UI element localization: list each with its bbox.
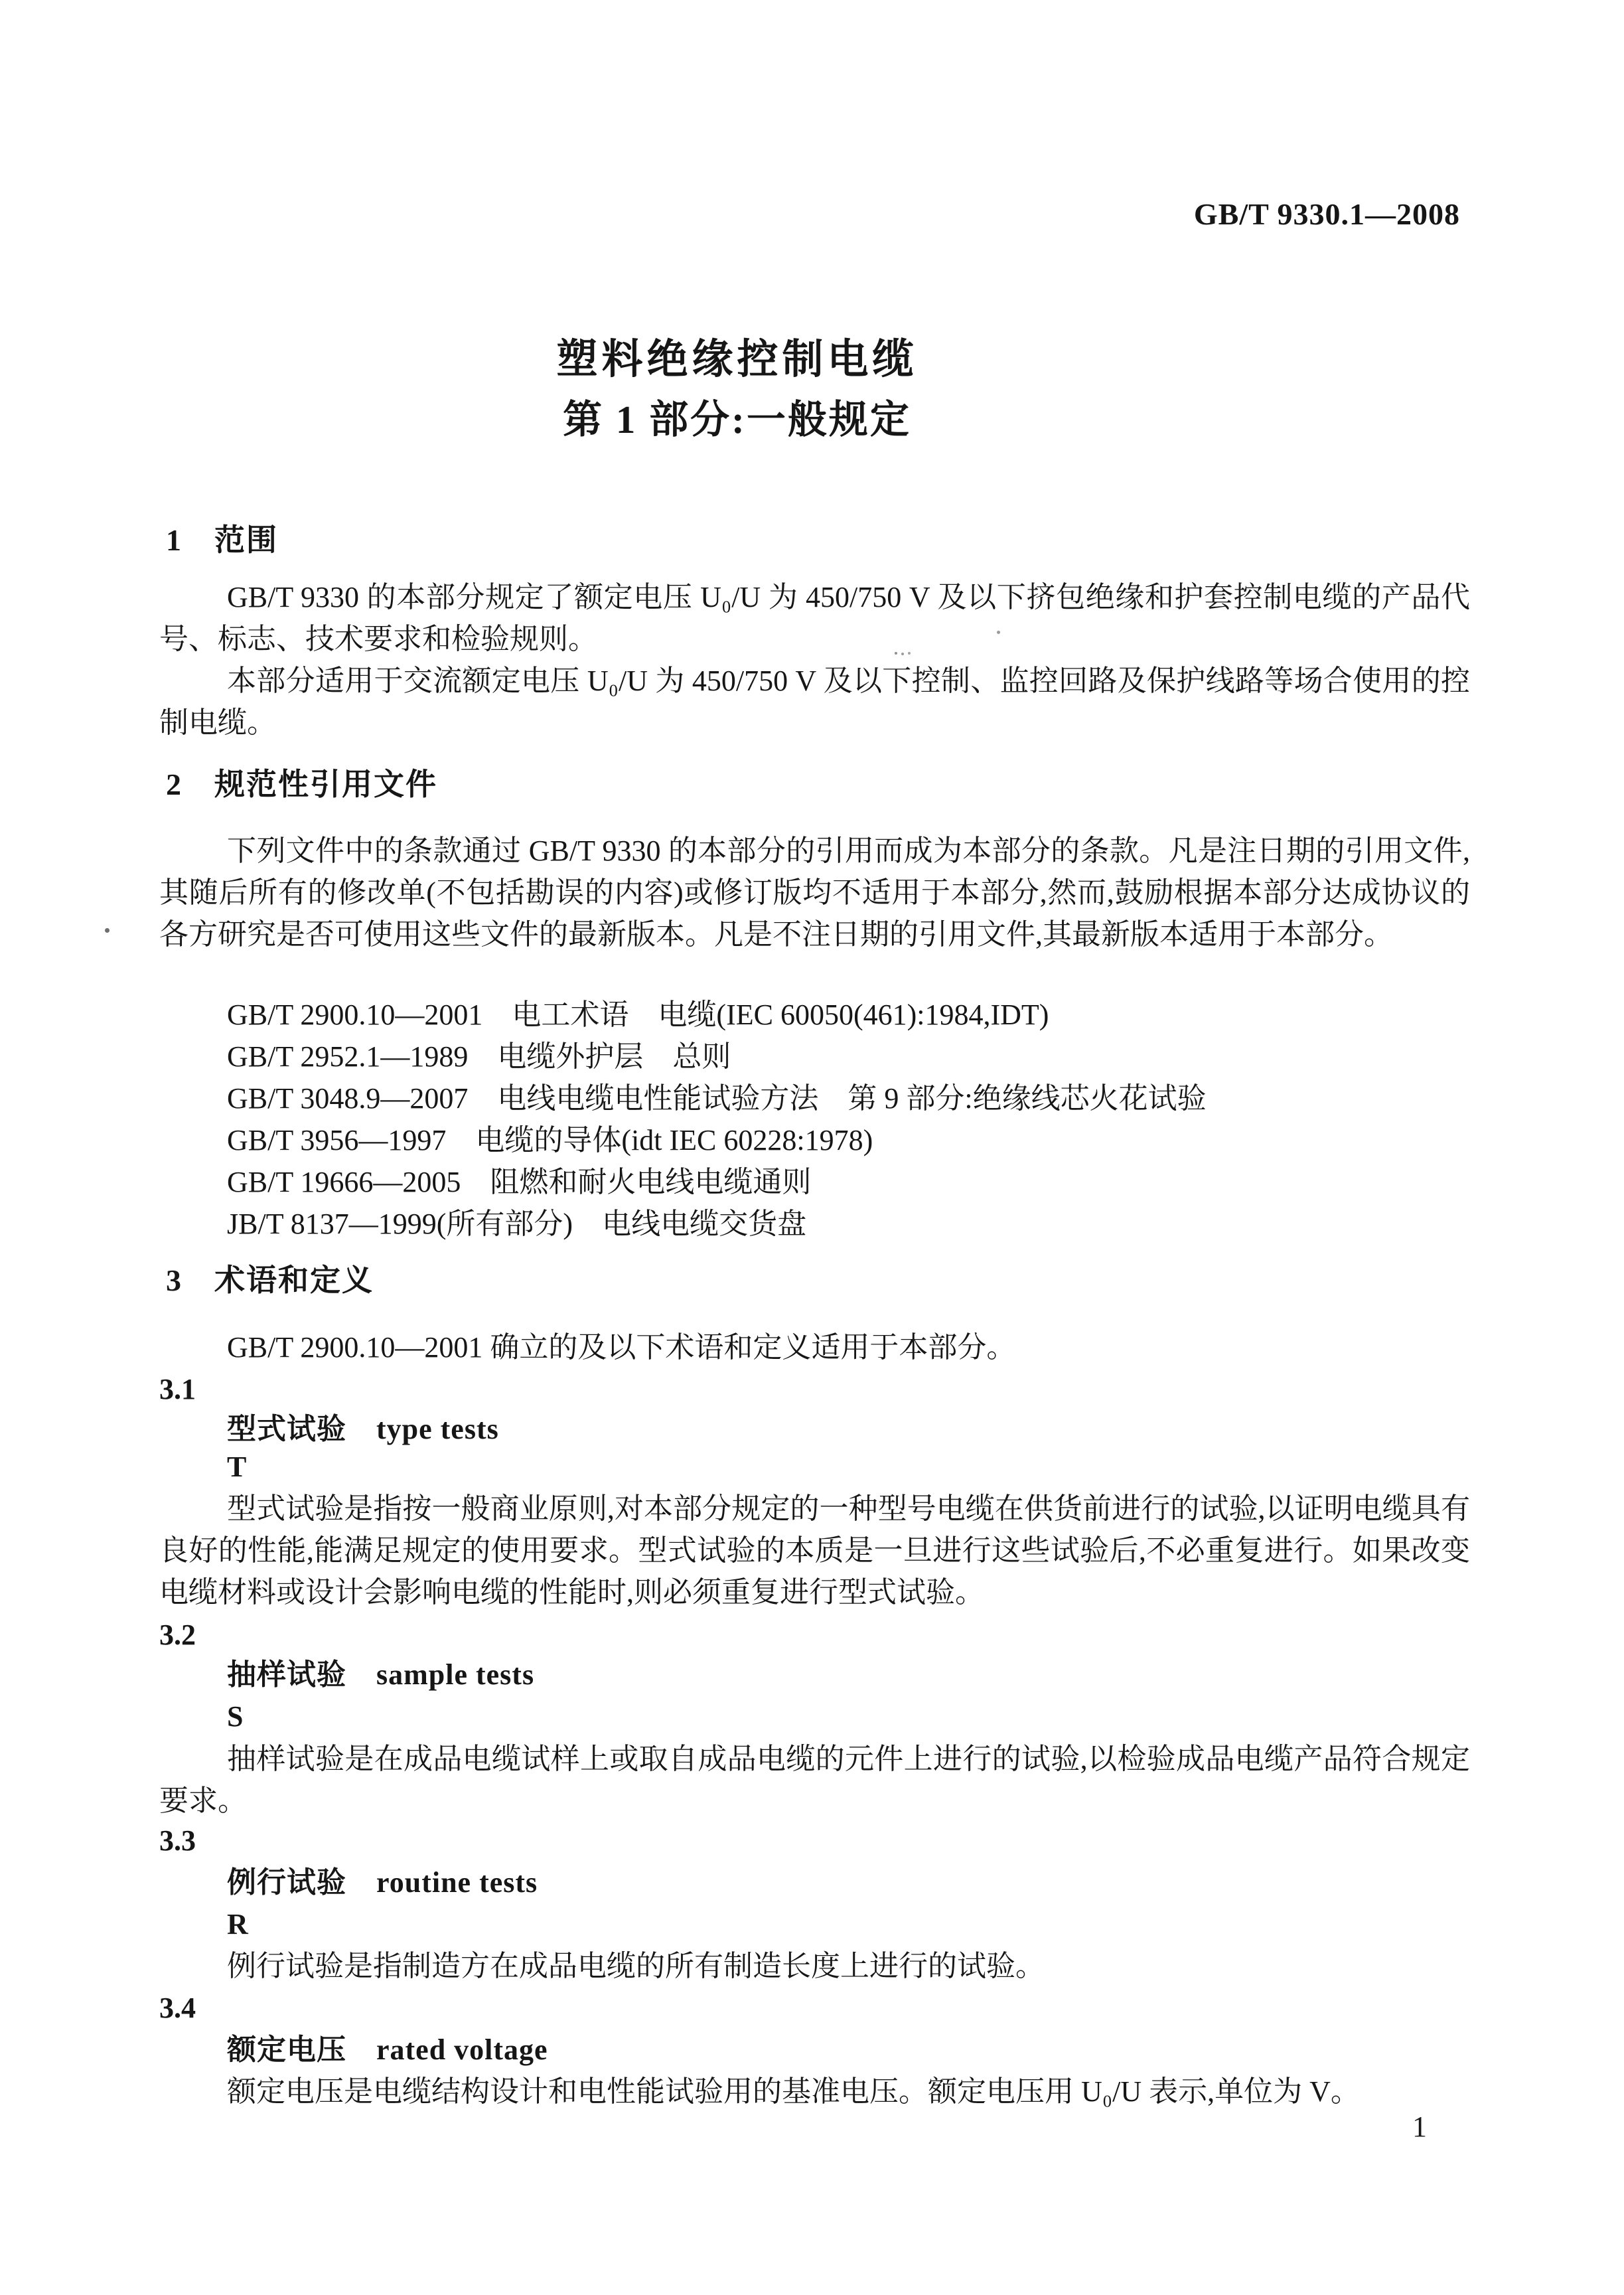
reference-item-1: GB/T 2900.10—2001 电工术语 电缆(IEC 60050(461):1984,IDT) <box>227 998 1049 1031</box>
title-block <box>82 330 1392 449</box>
standard-code: GB/T 9330.1—2008 <box>1193 197 1460 231</box>
clause-3-3-code: R <box>227 1908 248 1940</box>
clause-3-4-term: 额定电压 rated voltage <box>227 2033 548 2066</box>
reference-list <box>159 994 1470 1245</box>
clause-3-1-code: T <box>227 1451 247 1483</box>
scan-artifact-dot <box>997 631 1000 634</box>
document-title: 塑料绝缘控制电缆 <box>556 337 918 382</box>
page-number: 1 <box>1412 2110 1427 2143</box>
reference-item-5: GB/T 19666—2005 阻燃和耐火电线电缆通则 <box>227 1166 812 1198</box>
clause-3-1-term: 型式试验 type tests <box>227 1413 499 1445</box>
section-3-intro: GB/T 2900.10—2001 确立的及以下术语和定义适用于本部分。 <box>227 1331 1016 1364</box>
reference-item-6: JB/T 8137—1999(所有部分) 电线电缆交货盘 <box>227 1208 807 1240</box>
document-subtitle: 第 1 部分:一般规定 <box>563 398 911 441</box>
content-area <box>159 0 1470 2295</box>
clause-3-3-definition: 例行试验是指制造方在成品电缆的所有制造长度上进行的试验。 <box>227 1950 1045 1982</box>
clause-3-3-number: 3.3 <box>159 1824 196 1857</box>
clause-3-4-number: 3.4 <box>159 1992 196 2024</box>
clause-3-4-definition: 额定电压是电缆结构设计和电性能试验用的基准电压。额定电压用 U₀/U 表示,单位为 V。 <box>227 2075 1360 2108</box>
clause-3-2-term: 抽样试验 sample tests <box>227 1658 535 1691</box>
section-1-heading: 1 范围 <box>166 523 278 557</box>
clause-3-2-code: S <box>227 1700 244 1733</box>
section-1-paragraph-1: GB/T 9330 的本部分规定了额定电压 U₀/U 为 450/750 V 及以下挤包绝缘和护套控制电缆的产品代号、标志、技术要求和检验规则。 <box>159 581 1470 655</box>
section-3-heading: 3 术语和定义 <box>166 1263 374 1297</box>
reference-item-3: GB/T 3048.9—2007 电线电缆电性能试验方法 第 9 部分:绝缘线芯火花试验 <box>227 1082 1207 1115</box>
clause-3-2-definition: 抽样试验是在成品电缆试样上或取自成品电缆的元件上进行的试验,以检验成品电缆产品符合规定要求。 <box>159 1743 1470 1817</box>
section-2-intro: 下列文件中的条款通过 GB/T 9330 的本部分的引用而成为本部分的条款。凡是注日期的引用文件,其随后所有的修改单(不包括勘误的内容)或修订版均不适用于本部分,然而,鼓励根据本部分达成协议的各方研究是否可使用这些文件的最新版本。凡是不注日期的引用文件,其最新版本适用于本部分。 <box>159 834 1470 951</box>
clause-3-1-definition: 型式试验是指按一般商业原则,对本部分规定的一种型号电缆在供货前进行的试验,以证明电缆具有良好的性能,能满足规定的使用要求。型式试验的本质是一旦进行这些试验后,不必重复进行。如果改变电缆材料或设计会影响电缆的性能时,则必须重复进行型式试验。 <box>159 1492 1470 1609</box>
scan-artifact-dot <box>105 928 110 933</box>
section-1-paragraph-2: 本部分适用于交流额定电压 U₀/U 为 450/750 V 及以下控制、监控回路及保护线路等场合使用的控制电缆。 <box>159 665 1470 739</box>
scan-artifact-dots <box>895 652 897 655</box>
clause-3-3-term: 例行试验 routine tests <box>227 1866 538 1899</box>
reference-item-4: GB/T 3956—1997 电缆的导体(idt IEC 60228:1978) <box>227 1124 873 1156</box>
reference-item-2: GB/T 2952.1—1989 电缆外护层 总则 <box>227 1040 731 1073</box>
clause-3-2-number: 3.2 <box>159 1619 196 1651</box>
section-2-heading: 2 规范性引用文件 <box>166 767 437 801</box>
clause-3-1-number: 3.1 <box>159 1373 196 1405</box>
